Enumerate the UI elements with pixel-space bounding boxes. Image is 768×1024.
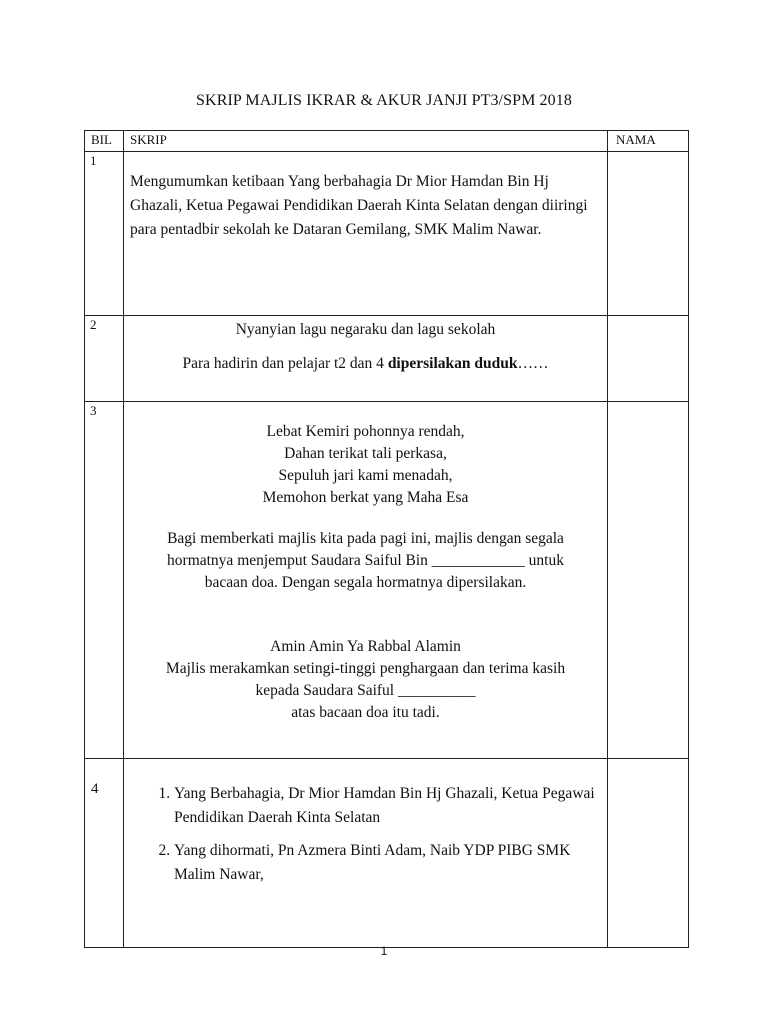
row-number: 1 (85, 152, 124, 316)
script-line: Nyanyian lagu negaraku dan lagu sekolah (235, 321, 496, 338)
script-text: Mengumumkan ketibaan Yang berbahagia Dr Mior Hamdan Bin Hj Ghazali, Ketua Pegawai Pendidikan Daerah Kinta Selatan dengan diiringi para pentadbir sekolah ke Dataran Gemilang, SMK Malim Nawar. (130, 173, 588, 238)
table-row (85, 402, 689, 759)
nama-cell[interactable] (608, 402, 689, 759)
script-line: Bagi memberkati majlis kita pada pagi ini, majlis dengan segala (167, 530, 564, 547)
script-cell (124, 152, 608, 316)
pantun-line: Dahan terikat tali perkasa, (284, 445, 447, 462)
script-line: hormatnya menjemput Saudara Saiful Bin ____________ untuk (167, 552, 564, 569)
document-title: SKRIP MAJLIS IKRAR & AKUR JANJI PT3/SPM 2018 (196, 92, 572, 109)
script-line-suffix: …… (517, 355, 549, 372)
header-skrip: SKRIP (124, 131, 608, 152)
table-row (85, 759, 689, 948)
pantun-line: Memohon berkat yang Maha Esa (262, 489, 469, 506)
guest-list (124, 759, 607, 887)
nama-cell[interactable] (608, 152, 689, 316)
header-nama: NAMA (608, 131, 689, 152)
nama-cell[interactable] (608, 316, 689, 402)
row-number: 4 (85, 759, 124, 948)
table-row (85, 152, 689, 316)
table-header-row (85, 131, 689, 152)
table-row (85, 316, 689, 402)
script-line (124, 352, 607, 376)
row-number: 3 (85, 402, 124, 759)
script-line: atas bacaan doa itu tadi. (291, 704, 440, 721)
script-line-emphasis: dipersilakan duduk (387, 355, 518, 372)
pantun-line: Lebat Kemiri pohonnya rendah, (266, 423, 465, 440)
script-line: kepada Saudara Saiful __________ (255, 682, 476, 699)
nama-cell[interactable] (608, 759, 689, 948)
script-cell (124, 402, 608, 759)
pantun-line: Sepuluh jari kami menadah, (278, 467, 453, 484)
script-line-prefix: Para hadirin dan pelajar t2 dan 4 (182, 355, 388, 372)
script-cell (124, 316, 608, 402)
header-bil: BIL (85, 131, 124, 152)
script-line: Amin Amin Ya Rabbal Alamin (270, 638, 461, 655)
list-item: 1. Yang Berbahagia, Dr Mior Hamdan Bin Hj Ghazali, Ketua Pegawai Pendidikan Daerah Kinta Selatan (174, 782, 599, 830)
script-cell (124, 759, 608, 948)
script-line: bacaan doa. Dengan segala hormatnya dipersilakan. (204, 574, 527, 591)
script-line: Majlis merakamkan setingi-tinggi penghargaan dan terima kasih (165, 660, 566, 677)
row-number: 2 (85, 316, 124, 402)
page-number: 1 (380, 944, 388, 958)
list-item: 2. Yang dihormati, Pn Azmera Binti Adam, Naib YDP PIBG SMK Malim Nawar, (174, 839, 599, 887)
script-table (84, 130, 689, 948)
